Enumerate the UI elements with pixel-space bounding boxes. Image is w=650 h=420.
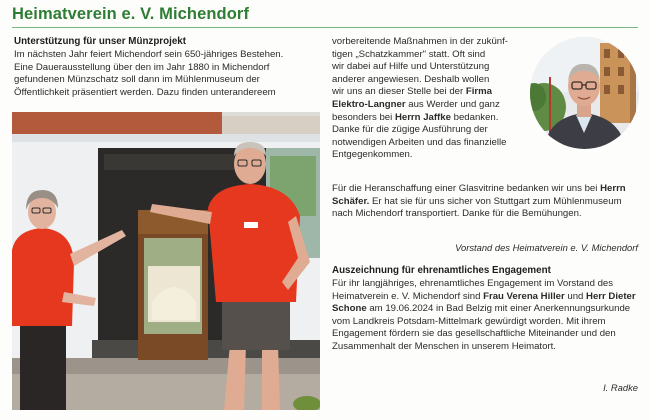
article1-heading: Unterstützung für unser Münzprojekt xyxy=(14,36,186,47)
article2-text: Für ihr langjähriges, ehrenamtliches Engagement im Vorstand des Heimatverein e. V. Michendorf sind xyxy=(332,278,614,302)
thanks-text: bedanken. Danke für die zügige Ausführung der notwendigen Arbeiten und das finanzielle Entgegenkommen. xyxy=(332,111,507,161)
page-title: Heimatverein e. V. Michendorf xyxy=(12,5,250,23)
col2-line: wir dabei auf Hilfe und Unterstützung xyxy=(332,61,490,73)
article1-col2-text xyxy=(332,36,528,86)
person-schone: Herr Dieter Schone xyxy=(332,290,636,315)
portrait-man-icon xyxy=(530,37,639,149)
person-jaffke: Herrn Jaffke xyxy=(394,111,451,123)
col1-line: gefundenen Münzschatz soll dann im Mühlenmuseum der xyxy=(14,74,260,86)
article1-signature: Vorstand des Heimatverein e. V. Michendorf xyxy=(455,242,638,253)
article2-text: am 19.06.2024 in Bad Belzig mit einer Anerkennungsurkunde vom Landkreis Potsdam-Mittelmark gewürdigt worden. Mit ihrem Engagement fördern sie das gesellschaftliche Miteinander und den Zusammenhalt der Menschen in unserem Heimatort. xyxy=(332,303,631,352)
thanks-text: aus Werder und ganz besonders bei xyxy=(332,98,500,123)
portrait-photo xyxy=(530,37,639,149)
col2-line: tigen „Schatzkammer" statt. Oft sind xyxy=(332,48,486,60)
article2-body xyxy=(332,278,638,354)
para2-text: Er hat sie für uns sicher von Stuttgart zum Mühlenmuseum nach Michendorf transportiert. Danke für die Bemühungen. xyxy=(332,195,622,220)
article1-para2 xyxy=(332,183,638,221)
col1-line: Eine Dauerausstellung über den im Jahr 1880 in Michendorf xyxy=(14,61,270,73)
person-hiller: Frau Verena Hiller xyxy=(483,290,565,302)
article2-signature: I. Radke xyxy=(603,382,638,393)
van-photo-icon xyxy=(12,112,320,410)
col1-line: Im nächsten Jahr feiert Michendorf sein 650-jähriges Bestehen. xyxy=(14,49,284,60)
para2-text: Für die Heranschaffung einer Glasvitrine bedanken wir uns bei xyxy=(332,183,601,194)
col1-line: Öffentlichkeit präsentiert werden. Dazu finden unterandereem xyxy=(14,86,276,98)
article2-heading: Auszeichnung für ehrenamtliches Engagement xyxy=(332,265,551,276)
article2-text: und xyxy=(564,290,587,302)
title-divider xyxy=(12,27,638,28)
article1-thanks xyxy=(332,86,528,162)
firm-name: Firma Elektro-Langner xyxy=(332,86,492,110)
col2-line: vorbereitende Maßnahmen in der zukünf- xyxy=(332,36,508,47)
person-schaefer: Herrn Schäfer. xyxy=(332,183,626,207)
thanks-text: wir uns an dieser Stelle bei der xyxy=(332,86,466,98)
article1-col1-text xyxy=(14,49,324,99)
photo-van-vitrine xyxy=(12,112,320,410)
col2-line: anderer angewiesen. Deshalb wollen xyxy=(332,73,490,85)
